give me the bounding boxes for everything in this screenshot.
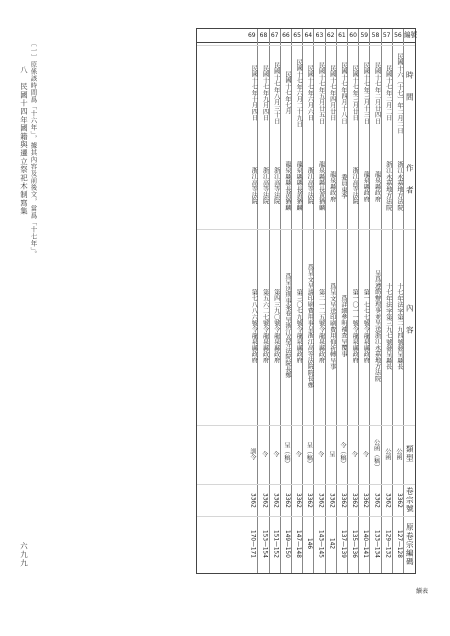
cell-type: 令	[260, 450, 268, 458]
header-page-ref: 原卷宗編碼	[405, 522, 415, 566]
table-row	[336, 29, 347, 573]
cell-time: 民國十七年六月二十九日	[295, 58, 303, 128]
cell-content: 第四三九〇號令龍泉縣政府	[272, 288, 280, 364]
row-number: 56	[394, 32, 402, 39]
cell-author: 浙江高等法院	[272, 167, 280, 205]
table-row	[325, 29, 336, 573]
footnote: 〔一〕原係該時間爲「十六年」，據其內容及前後文，當爲「十七年」。	[29, 40, 38, 258]
row-number: 60	[349, 32, 357, 39]
row-number: 63	[315, 32, 324, 39]
cell-page-ref: 133—134	[373, 530, 380, 558]
row-number: 62	[326, 32, 335, 39]
cell-type: 令	[350, 450, 358, 458]
cell-page-ref: 151—152	[272, 530, 279, 558]
band-separator	[197, 516, 415, 517]
row-number: 67	[270, 32, 279, 39]
cell-author: 龍泉縣政府	[362, 170, 370, 202]
cell-type: 公函（稿）	[372, 438, 380, 470]
cell-time: 民國十七年九月四日	[261, 65, 269, 121]
cell-volume: 3362	[306, 492, 313, 508]
cell-author: 浙江永嘉地方法院	[395, 161, 403, 211]
header-column	[403, 29, 418, 573]
table-row	[291, 29, 302, 573]
band-separator	[197, 484, 415, 485]
cell-content: 十七年法字第三九七號發呈縣長	[384, 282, 392, 370]
header-number-label: 編號	[404, 31, 418, 39]
cell-content: 爲呈文呈請印刷費用事呈浙江高等法院院長鄭	[306, 264, 314, 388]
cell-content: 呈爲遵飭辦理事並呈送浙江永嘉地方法院	[373, 270, 381, 382]
cell-content: 第三〇七九號令龍泉縣政府	[295, 288, 303, 364]
cell-page-ref: 147—148	[295, 530, 301, 558]
cell-volume: 3362	[362, 492, 369, 508]
cell-type: 呈（稿）	[283, 441, 290, 467]
cell-page-ref: 146	[306, 538, 313, 550]
row-number: 66	[282, 32, 290, 39]
table-row	[392, 29, 403, 573]
cell-time: 民國十七年七月	[283, 71, 291, 115]
cell-author: 浙江高等法院	[261, 167, 269, 205]
table-row	[381, 29, 392, 573]
cell-author: 龍泉縣縣長黄猶麟	[283, 161, 291, 211]
cell-time: 民國十七年三月廿日	[351, 65, 359, 121]
section-title: 八 民國十四年國籍與遷立祭祀木制寫集	[19, 66, 29, 216]
table-row	[257, 29, 268, 573]
table-row	[313, 29, 324, 573]
cell-type: 令	[271, 450, 279, 458]
cell-content: 第一〇一一號令龍泉縣政府	[351, 288, 359, 364]
cell-volume: 3362	[351, 492, 357, 508]
cell-page-ref: 149—150	[283, 530, 290, 558]
cell-time: 民國十七年二月二日	[384, 65, 392, 121]
cell-type: 呈	[327, 450, 335, 458]
cell-volume: 3362	[384, 492, 391, 508]
cell-type: 呈（稿）	[305, 441, 313, 467]
cell-time: 民國十七年四月廿日	[328, 65, 336, 121]
header-time: 時間	[405, 71, 415, 115]
row-number: 61	[338, 32, 346, 39]
cell-page-ref: 153—154	[261, 530, 268, 558]
cell-author: 浙江高等法院	[306, 167, 314, 205]
cell-page-ref: 129—132	[384, 530, 391, 558]
table-row	[358, 29, 369, 573]
cell-type: 公函	[383, 447, 391, 461]
cell-author: 委員東季	[339, 173, 347, 199]
cell-volume: 3362	[373, 492, 380, 508]
cell-author: 浙江永嘉地方法院	[384, 161, 392, 211]
band-separator	[197, 425, 415, 426]
table-row	[347, 29, 358, 573]
cell-type: 令	[294, 450, 302, 458]
cell-author: 龍泉縣政府	[373, 170, 381, 202]
header-volume: 卷宗號	[405, 487, 415, 513]
cell-volume: 3362	[249, 492, 256, 508]
cell-author: 浙江高等法院	[250, 167, 258, 205]
cell-type: 訓令	[248, 447, 256, 461]
cell-volume: 3362	[317, 492, 324, 508]
cell-content: 第一七七七號令龍泉縣政府	[362, 288, 370, 364]
table-row	[269, 29, 280, 573]
cell-content: 第五六二七號令龍泉縣政府	[261, 288, 269, 364]
cell-author: 浙江高等法院	[351, 167, 359, 205]
row-number: 59	[360, 32, 369, 39]
cell-time: 民國十六〔十七〕年二月二日	[395, 52, 403, 134]
cell-type: 公函	[395, 447, 402, 461]
cell-page-ref: 127—128	[395, 530, 402, 558]
cell-time: 民國十七年二月廿四日	[373, 62, 381, 124]
cell-content: 爲呈送刑事案卷呈浙江高等法院院長鄭	[283, 273, 291, 379]
cell-page-ref: 137—139	[339, 530, 346, 558]
row-number: 64	[304, 32, 313, 39]
header-content: 內容	[405, 304, 415, 348]
cell-volume: 3362	[395, 492, 402, 508]
cell-content: 第二一二五號令龍泉縣政府	[317, 288, 325, 364]
cell-volume: 3362	[295, 492, 301, 508]
cell-volume: 3362	[261, 492, 268, 508]
cell-author: 龍泉縣縣長黄猶麟	[295, 161, 303, 211]
table-row	[246, 29, 257, 573]
header-type: 類型	[405, 445, 415, 463]
row-number: 68	[259, 32, 268, 39]
cell-type: 令	[316, 450, 324, 458]
band-separator	[197, 229, 415, 230]
cell-time: 民國十七年四月十八日	[339, 62, 347, 124]
archive-table	[196, 28, 416, 574]
cell-page-ref: 143—145	[317, 530, 324, 558]
cell-author: 龍泉縣縣長黄猶麟	[317, 161, 325, 211]
cell-volume: 3362	[283, 492, 290, 508]
cell-content: 爲呈文呈送印刷費用仰祈轉呈事	[328, 282, 336, 370]
cell-page-ref: 170—171	[249, 530, 256, 558]
row-number: 57	[382, 32, 391, 39]
cell-content: 第七八八六號令龍泉縣政府	[250, 288, 258, 364]
cell-type: 令（稿）	[339, 441, 346, 467]
cell-time: 民國十七年三月十三日	[362, 62, 370, 124]
row-number: 58	[371, 32, 380, 39]
table-row	[369, 29, 380, 573]
row-number: 65	[293, 32, 301, 39]
cell-page-ref: 135—136	[351, 530, 357, 558]
header-author: 作者	[405, 164, 415, 208]
cell-page-ref: 142	[328, 538, 335, 550]
cell-time: 民國十七年五月廿五日	[317, 62, 325, 124]
continued-mark: 續表	[415, 588, 428, 595]
table-row	[280, 29, 291, 573]
cell-time: 民國十七年八月三十日	[272, 62, 280, 124]
table-row	[302, 29, 313, 573]
row-number: 69	[247, 32, 256, 39]
cell-page-ref: 140—141	[362, 530, 369, 558]
cell-content: 爲詳細參明補查呈覆事	[339, 295, 347, 357]
cell-volume: 3362	[328, 492, 335, 508]
cell-volume: 3362	[272, 492, 279, 508]
cell-author: 龍泉縣政府	[328, 170, 336, 202]
cell-type: 令	[361, 450, 369, 458]
cell-time: 民國十七年十月四日	[250, 65, 258, 121]
cell-time: 民國十七年六月六日	[306, 65, 314, 121]
page-number: 六九九	[19, 542, 29, 568]
band-separator	[197, 45, 415, 46]
cell-volume: 3362	[339, 492, 346, 508]
cell-content: 十七年法字第二九四號發呈縣長	[395, 282, 403, 370]
